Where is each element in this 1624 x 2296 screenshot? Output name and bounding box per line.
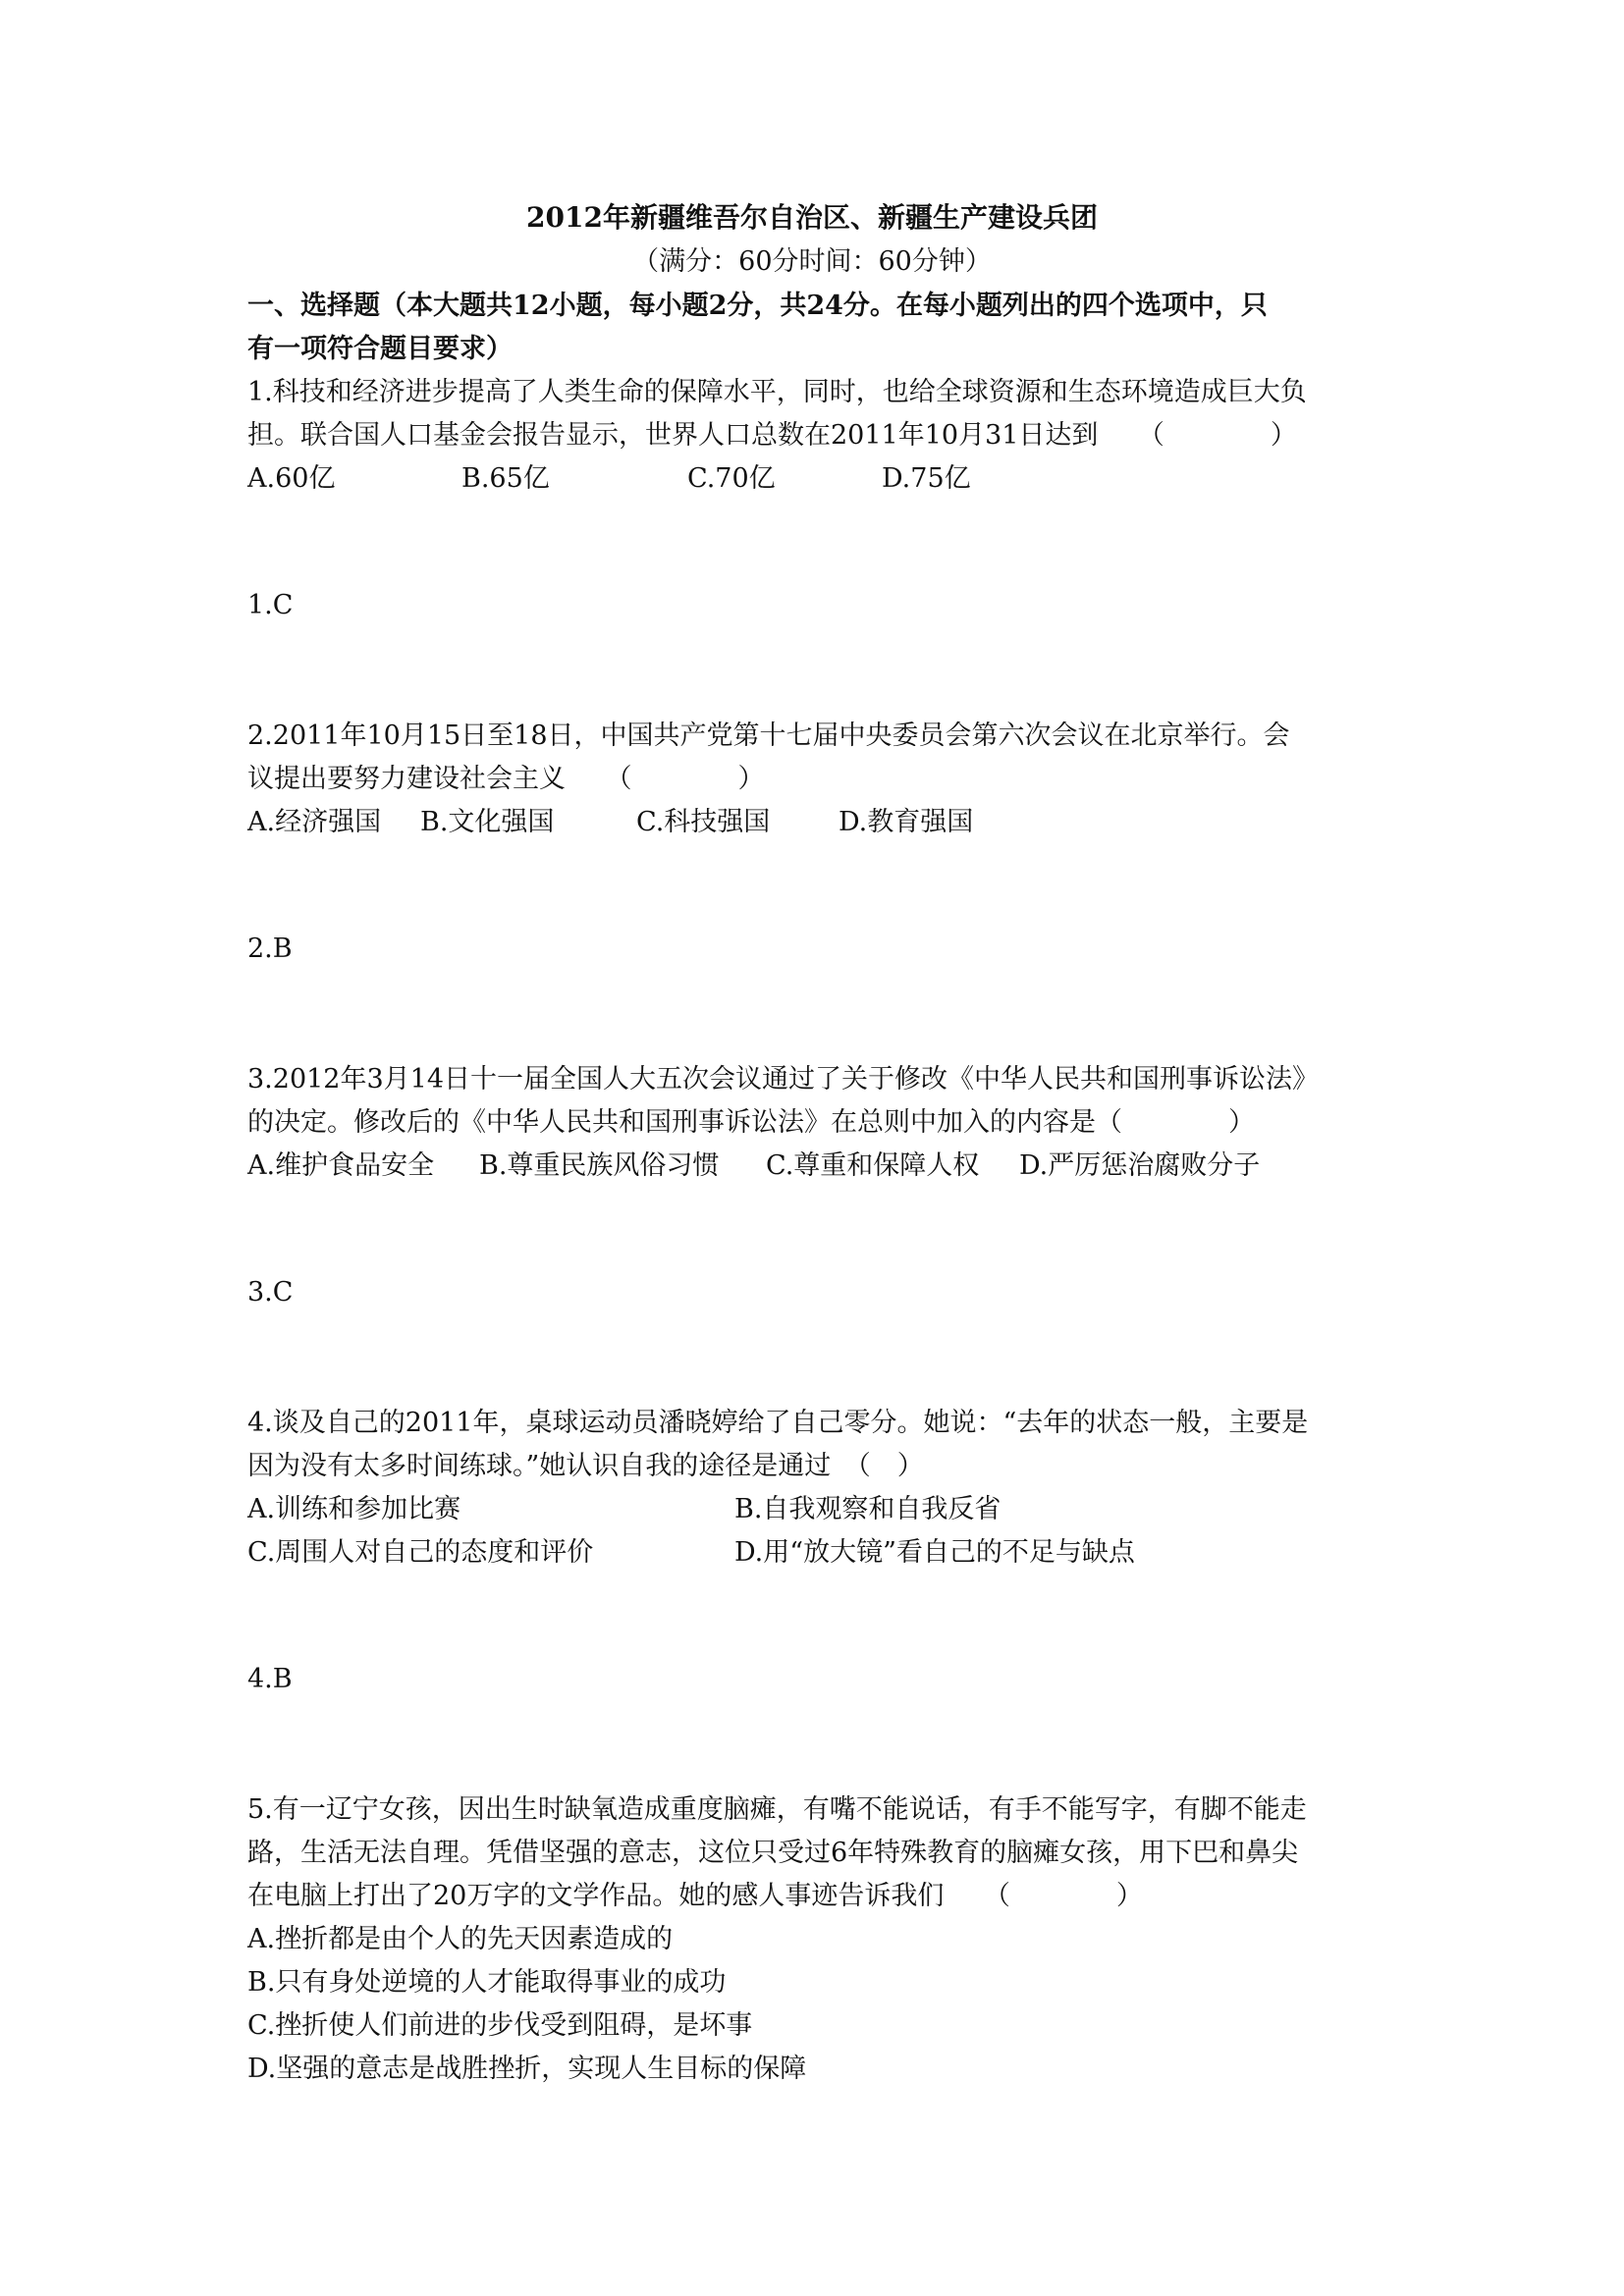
q1-option-a: A.60亿	[247, 463, 336, 494]
section-heading-line2: 有一项符合题目要求）	[247, 334, 513, 364]
q4-stem-line2: 因为没有太多时间练球。”她认识自我的途径是通过 （ ）	[247, 1451, 924, 1481]
q3-stem-line2: 的决定。修改后的《中华人民共和国刑事诉讼法》在总则中加入的内容是（ ）	[247, 1107, 1255, 1138]
q3-stem-line1: 3.2012年3月14日十一届全国人大五次会议通过了关于修改《中华人民共和国刑事诉讼法》	[247, 1064, 1320, 1095]
exam-subtitle: （满分：60分时间：60分钟）	[632, 246, 992, 277]
q5-stem-line2: 路，生活无法自理。凭借坚强的意志，这位只受过6年特殊教育的脑瘫女孩，用下巴和鼻尖	[247, 1838, 1299, 1868]
q5-option-c: C.挫折使人们前进的步伐受到阻碍，是坏事	[247, 2010, 753, 2041]
q4-answer: 4.B	[247, 1664, 293, 1694]
q4-stem-line1: 4.谈及自己的2011年，桌球运动员潘晓婷给了自己零分。她说：“去年的状态一般，主要是	[247, 1408, 1309, 1438]
q2-stem-line1: 2.2011年10月15日至18日，中国共产党第十七届中央委员会第六次会议在北京举行。会	[247, 721, 1290, 751]
q3-option-c: C.尊重和保障人权	[766, 1150, 980, 1181]
q5-stem-line3: 在电脑上打出了20万字的文学作品。她的感人事迹告诉我们 （ ）	[247, 1881, 1143, 1911]
q5-option-d: D.坚强的意志是战胜挫折，实现人生目标的保障	[247, 2054, 807, 2084]
q5-option-a: A.挫折都是由个人的先天因素造成的	[247, 1924, 674, 1954]
q3-option-b: B.尊重民族风俗习惯	[479, 1150, 720, 1181]
q2-answer: 2.B	[247, 934, 293, 964]
q1-option-b: B.65亿	[461, 463, 550, 494]
q3-answer: 3.C	[247, 1277, 294, 1308]
q4-option-b: B.自我观察和自我反省	[734, 1494, 1001, 1524]
q1-stem-line1: 1.科技和经济进步提高了人类生命的保障水平，同时，也给全球资源和生态环境造成巨大负	[247, 377, 1307, 407]
q4-option-c: C.周围人对自己的态度和评价	[247, 1537, 594, 1568]
q1-option-c: C.70亿	[687, 463, 776, 494]
q3-option-a: A.维护食品安全	[247, 1150, 435, 1181]
q1-stem-line2: 担。联合国人口基金会报告显示，世界人口总数在2011年10月31日达到 （ ）	[247, 420, 1297, 451]
q2-option-c: C.科技强国	[636, 807, 771, 837]
q2-stem-line2: 议提出要努力建设社会主义 （ ）	[247, 764, 765, 794]
q2-option-a: A.经济强国	[247, 807, 382, 837]
q5-stem-line1: 5.有一辽宁女孩，因出生时缺氧造成重度脑瘫，有嘴不能说话，有手不能写字，有脚不能走	[247, 1794, 1307, 1825]
q1-option-d: D.75亿	[882, 463, 971, 494]
q4-option-d: D.用“放大镜”看自己的不足与缺点	[734, 1537, 1135, 1568]
q3-option-d: D.严厉惩治腐败分子	[1019, 1150, 1261, 1181]
q1-answer: 1.C	[247, 590, 294, 620]
q2-option-b: B.文化强国	[420, 807, 555, 837]
section-heading-line1: 一、选择题（本大题共12小题，每小题2分，共24分。在每小题列出的四个选项中，只	[247, 291, 1268, 321]
q5-option-b: B.只有身处逆境的人才能取得事业的成功	[247, 1967, 727, 1998]
q4-option-a: A.训练和参加比赛	[247, 1494, 461, 1524]
q2-option-d: D.教育强国	[839, 807, 974, 837]
exam-title: 2012年新疆维吾尔自治区、新疆生产建设兵团	[526, 201, 1098, 234]
